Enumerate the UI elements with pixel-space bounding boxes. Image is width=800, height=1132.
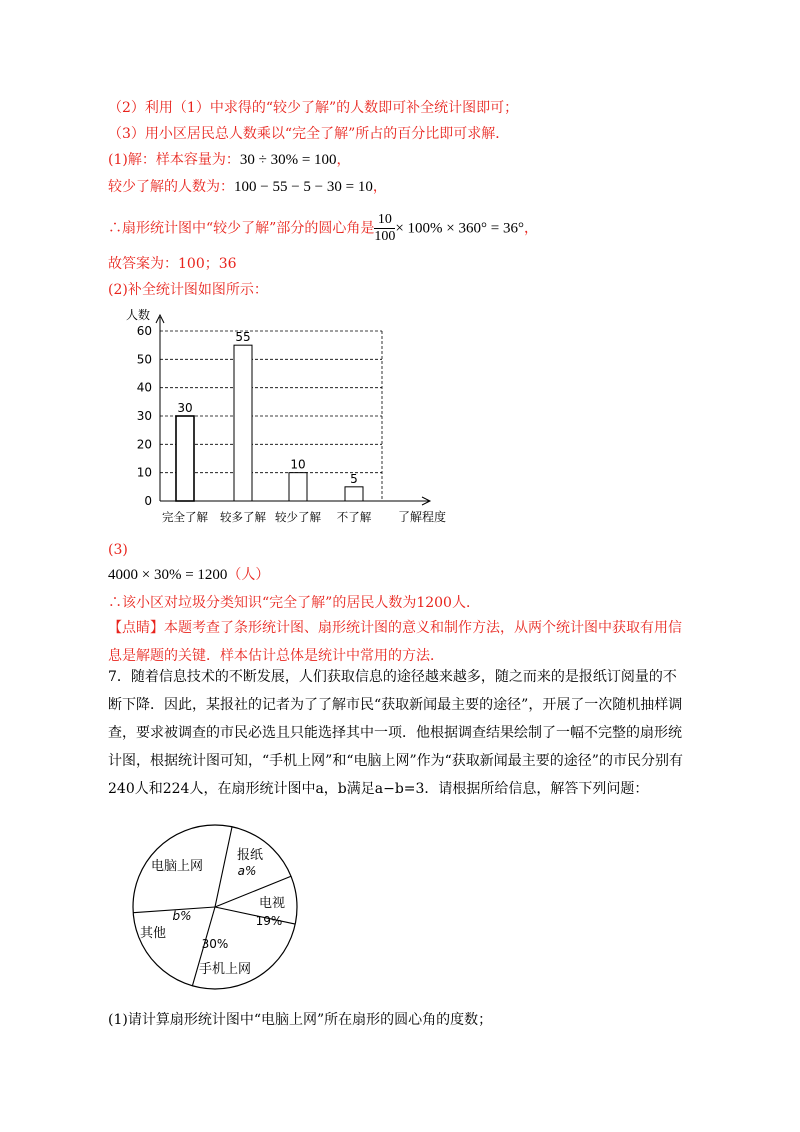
comma: ， [372, 179, 387, 195]
y-tick-label: 30 [136, 409, 152, 423]
bar [234, 345, 252, 501]
solution-angle [108, 212, 538, 245]
angle-formula: × 100% × 360° = 36° [395, 220, 524, 237]
bar-value-label: 5 [350, 471, 358, 486]
x-axis-title: 了解程度 [398, 510, 447, 524]
part-3-formula: 4000 × 30% = 1200 [108, 567, 228, 583]
y-axis-title: 人数 [126, 308, 151, 322]
comma: ， [336, 152, 351, 168]
pie-chart [125, 815, 305, 995]
slice-percent-label: b% [172, 909, 192, 923]
unit-people: （人） [227, 567, 270, 583]
slice-label: 报纸 [236, 848, 264, 863]
bar-value-label: 55 [235, 330, 251, 345]
bar-value-label: 30 [177, 401, 193, 415]
y-tick-label: 50 [136, 352, 152, 367]
part-3-conclusion: ∴该小区对垃圾分类知识“完全了解”的居民人数为1200人． [108, 595, 480, 611]
solution-label: (1)解：样本容量为： [108, 152, 240, 168]
slice-label: 手机上网 [198, 962, 252, 977]
x-category-label: 完全了解 [162, 510, 208, 524]
dianjing-tag: 【点睛】 [108, 620, 164, 636]
question-7-part-1: (1)请计算扇形统计图中“电脑上网”所在扇形的圆心角的度数； [108, 1012, 493, 1028]
bar [345, 487, 363, 501]
part-3-formula-line [108, 565, 269, 585]
slice-label: 其他 [139, 926, 167, 941]
slice-label: 电视 [258, 896, 286, 911]
sample-size-formula: 30 ÷ 30% = 100 [239, 152, 337, 168]
slice-label: 电脑上网 [150, 859, 204, 874]
hint-line-2: （2）利用（1）中求得的“较少了解”的人数即可补全统计图即可； [108, 100, 519, 116]
slice-percent-label: 30% [201, 937, 229, 951]
y-tick-label: 60 [136, 324, 152, 338]
x-category-label: 较少了解 [275, 510, 321, 524]
x-category-label: 较多了解 [220, 510, 266, 524]
dianjing-paragraph [108, 614, 688, 670]
slice-percent-label: 19% [255, 914, 283, 928]
hint-line-3: （3）用小区居民总人数乘以“完全了解”所占的百分比即可求解． [108, 126, 510, 142]
fraction-numerator: 10 [374, 212, 395, 229]
answer-line: 故答案为：100；36 [108, 256, 237, 272]
solution-sample-size [108, 150, 351, 170]
solution-few-count [108, 177, 387, 197]
fraction-denominator: 100 [374, 229, 396, 244]
bar [176, 416, 194, 501]
fraction-10-100 [374, 212, 395, 245]
bar [289, 473, 307, 501]
angle-label: ∴扇形统计图中“较少了解”部分的圆心角是 [108, 220, 375, 237]
bar-value-label: 10 [290, 457, 306, 472]
slice-percent-label: a% [237, 864, 257, 878]
y-tick-label: 40 [136, 380, 152, 395]
y-tick-label: 20 [136, 437, 152, 452]
y-tick-label: 10 [136, 465, 152, 480]
few-count-formula: 100 − 55 − 5 − 30 = 10 [234, 179, 373, 195]
y-tick-label: 0 [144, 494, 152, 508]
part-3-label: (3) [108, 542, 128, 558]
question-7: 7．随着信息技术的不断发展，人们获取信息的途径越来越多，随之而来的是报纸订阅量的不断下降．因此，某报社的记者为了了解市民“获取新闻最主要的途径”，开展了一次随机抽样调查，要求被调查的市民必选且只能选择其中一项．他根据调查结果绘制了一幅不完整的扇形统计图，根据统计图可知，“手机上网”和“电脑上网”作为“获取新闻最主要的途径”的市民分别有240人和224人，在扇形统计图中a，b满足a−b=3．请根据所给信息，解答下列问题： [108, 669, 683, 797]
comma: ， [523, 220, 538, 237]
dianjing-text: 本题考查了条形统计图、扇形统计图的意义和制作方法，从两个统计图中获取有用信息是解题的关键．样本估计总体是统计中常用的方法． [108, 620, 682, 664]
few-count-label: 较少了解的人数为： [108, 179, 234, 195]
bar-chart [120, 303, 460, 528]
part-2-intro: (2)补全统计图如图所示： [108, 282, 268, 298]
x-category-label: 不了解 [336, 510, 372, 524]
